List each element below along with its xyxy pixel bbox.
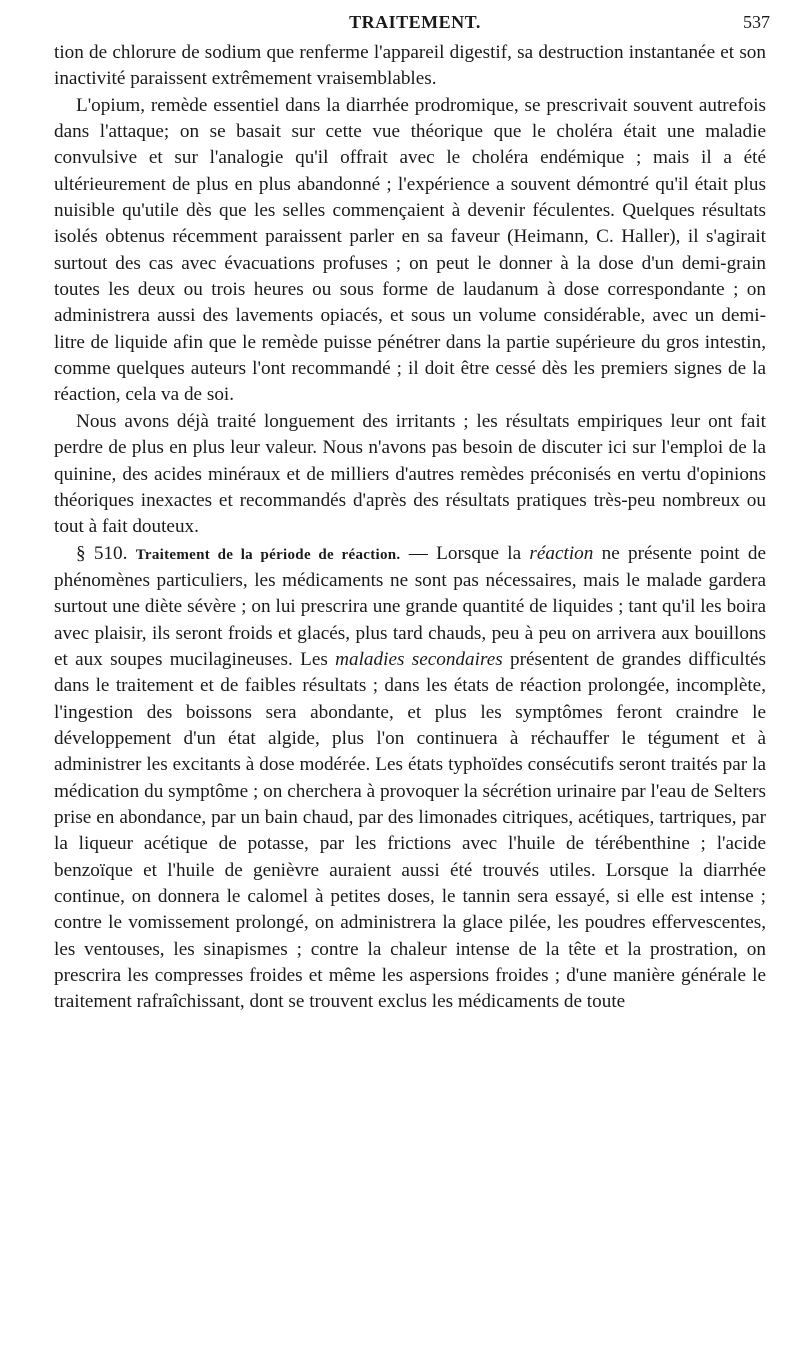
section-text-b: ne présente point de phénomènes particuliers, les médicaments ne sont pas nécessaires, mais le malade gardera surtout une diète sévère ; on lui prescrira une grande quantité de liquides ; tant qu'il les boira avec plaisir, ils seront froids et glacés, plus tard chauds, peu à peu on arrivera aux bouillons et aux soupes mucilagineuses. Les	[54, 542, 766, 670]
body-text	[54, 40, 766, 1016]
running-title: TRAITEMENT.	[349, 12, 481, 32]
section-heading: Traitement de la période de réaction.	[135, 546, 401, 563]
section-text-a: — Lorsque la	[400, 542, 530, 564]
emphasis-reaction: réaction	[529, 542, 594, 564]
paragraph-opium: L'opium, remède essentiel dans la diarrhée prodromique, se prescrivait souvent autrefois dans l'attaque; on se basait sur cette vue théorique que le choléra était une maladie convulsive et sur l'analogie qu'il offrait avec le choléra endémique ; mais il a été ultérieurement de plus en plus abandonné ; l'expérience a souvent démontré qu'il était plus nuisible qu'utile dès que les selles commençaient à devenir féculentes. Quelques résultats isolés obtenus récemment paraissent parler en sa faveur (Heimann, C. Haller), il s'agirait surtout des cas avec évacuations profuses ; on peut le donner à la dose d'un demi-grain toutes les deux ou trois heures ou sous forme de laudanum à dose correspondante ; on administrera aussi des lavements opiacés, et sous un volume considérable, avec un demi-litre de liquide afin que le remède puisse pénétrer dans la partie supérieure du gros intestin, comme quelques auteurs l'ont recommandé ; il doit être cessé dès les premiers signes de la réaction, cela va de soi.	[54, 94, 766, 406]
paragraph-irritants: Nous avons déjà traité longuement des irritants ; les résultats empiriques leur ont fait perdre de plus en plus leur valeur. Nous n'avons pas besoin de discuter ici sur l'emploi de la quinine, des acides minéraux et de milliers d'autres remèdes préconisés en vertu d'opinions théoriques inexactes et recommandés d'après des résultats pratiques très-peu nombreux ou tout à fait douteux.	[54, 410, 766, 538]
section-number: § 510.	[76, 542, 128, 564]
paragraph-section-510	[54, 541, 766, 1016]
running-head	[60, 8, 770, 34]
page-number: 537	[743, 12, 770, 32]
paragraph-continuation: tion de chlorure de sodium que renferme l'appareil digestif, sa destruction instantanée et son inactivité paraissent extrêmement vraisemblables.	[54, 42, 766, 90]
section-text-c: présentent de grandes difficultés dans le traitement et de faibles résultats ; dans les états de réaction prolongée, incomplète, l'ingestion des boissons sera abondante, et plus les symptômes feront craindre le développement d'un état algide, plus l'on continuera à réchauffer le tégument et à administrer les excitants à dose modérée. Les états typhoïdes consécutifs seront traités par la médication du symptôme ; on cherchera à provoquer la sécrétion urinaire par l'eau de Selters prise en abondance, par un bain chaud, par des limonades citriques, acétiques, tartriques, par la liqueur acétique de potasse, par les frictions avec l'huile de térébenthine ; l'acide benzoïque et l'huile de genièvre auraient aussi été trouvés utiles. Lorsque la diarrhée continue, on donnera le calomel à petites doses, le tannin sera essayé, si elle est intense ; contre le vomissement prolongé, on administrera la glace pilée, les poudres effervescentes, les ventouses, les sinapismes ; contre la chaleur intense de la tête et la prostration, on prescrira les compresses froides et même les aspersions froides ; d'une manière générale le traitement rafraîchissant, dont se trouvent exclus les médicaments de toute	[54, 648, 767, 1013]
emphasis-secondary-diseases: maladies secondaires	[335, 648, 503, 670]
